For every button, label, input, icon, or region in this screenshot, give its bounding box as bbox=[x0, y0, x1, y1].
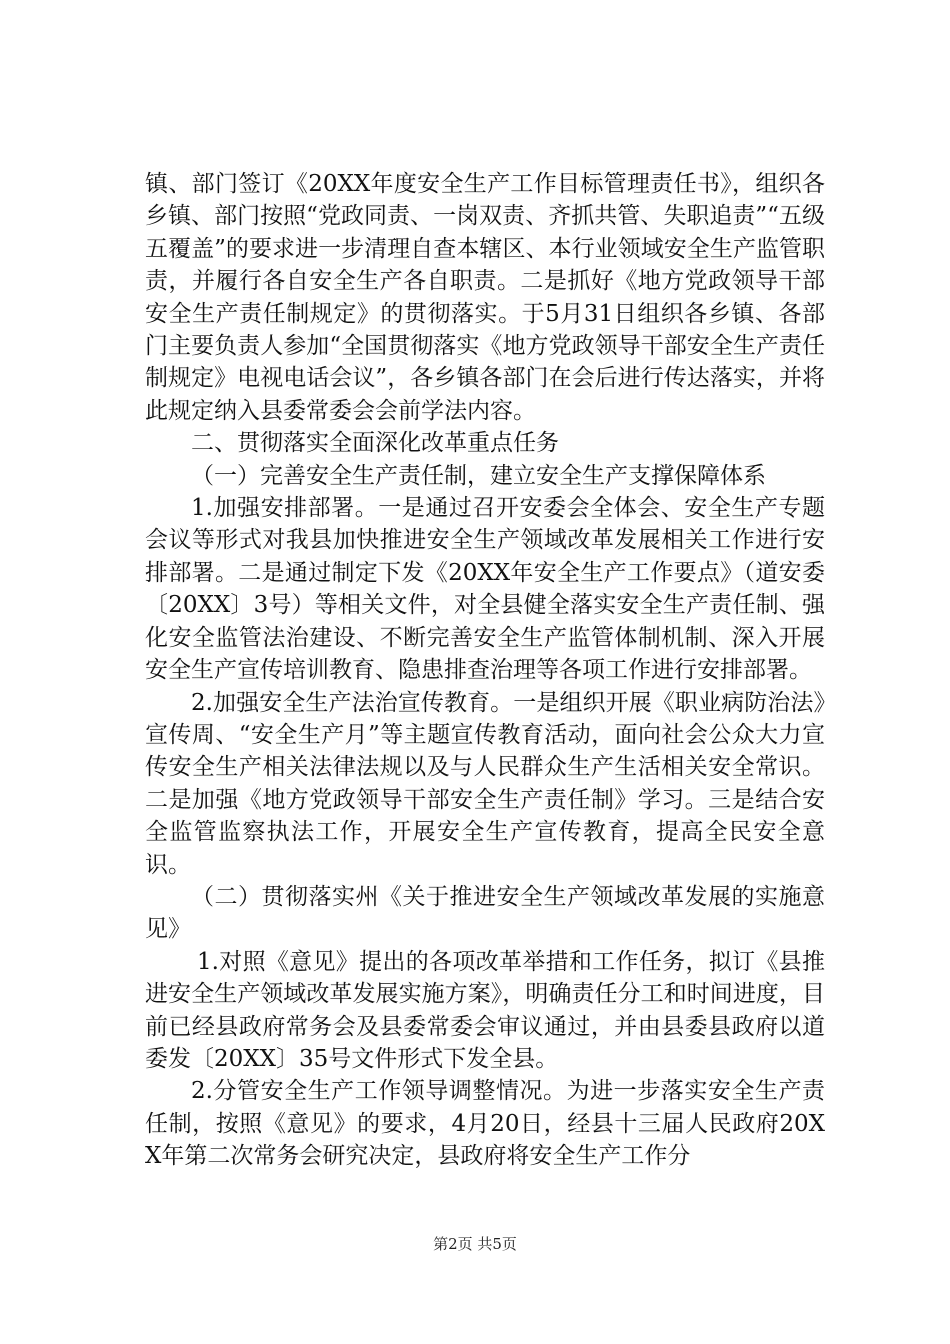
section-heading-2: 二、贯彻落实全面深化改革重点任务 bbox=[191, 430, 559, 457]
paragraph-item-1-1: 1.加强安排部署。一是通过召开安委会全体会、安全生产专题会议等形式对我县加快推进安全生产领域改革发展相关工作进行安排部署。二是通过制定下发《20XX年安全生产工作要点》（道安委〔20XX〕3号）等相关文件，对全县健全落实安全生产责任制、强化安全监管法治建设、不断完善安全生产监管体制机制、深入开展安全生产宣传培训教育、隐患排查治理等各项工作进行安排部署。 bbox=[145, 495, 825, 684]
page-footer: 第2页 共5页 bbox=[433, 1235, 517, 1253]
paragraph-1: 镇、部门签订《20XX年度安全生产工作目标管理责任书》，组织各乡镇、部门按照“党政同责、一岗双责、齐抓共管、失职追责”“五级五覆盖”的要求进一步清理自查本辖区、本行业领域安全生产监管职责，并履行各自安全生产各自职责。二是抓好《地方党政领导干部安全生产责任制规定》的贯彻落实。于5月31日组织各乡镇、各部门主要负责人参加“全国贯彻落实《地方党政领导干部安全生产责任制规定》电视电话会议”，各乡镇各部门在会后进行传达落实，并将此规定纳入县委常委会会前学法内容。 bbox=[145, 171, 825, 424]
subsection-heading-1: （一）完善安全生产责任制，建立安全生产支撑保障体系 bbox=[191, 462, 766, 489]
subsection-heading-2: （二）贯彻落实州《关于推进安全生产领域改革发展的实施意见》 bbox=[145, 883, 825, 943]
paragraph-item-2-1: 1.对照《意见》提出的各项改革举措和工作任务，拟订《县推进安全生产领域改革发展实施方案》，明确责任分工和时间进度，目前已经县政府常务会及县委常委会审议通过，并由县委县政府以道委发〔20XX〕35号文件形式下发全县。 bbox=[145, 948, 825, 1072]
paragraph-item-1-2: 2.加强安全生产法治宣传教育。一是组织开展《职业病防治法》宣传周、“安全生产月”等主题宣传教育活动，面向社会公众大力宣传安全生产相关法律法规以及与人民群众生产生活相关安全常识。二是加强《地方党政领导干部安全生产责任制》学习。三是结合安全监管监察执法工作，开展安全生产宣传教育，提高全民安全意识。 bbox=[145, 689, 825, 878]
paragraph-item-2-2: 2.分管安全生产工作领导调整情况。为进一步落实安全生产责任制，按照《意见》的要求，4月20日，经县十三届人民政府20XX年第二次常务会研究决定，县政府将安全生产工作分 bbox=[145, 1078, 825, 1170]
document-body bbox=[145, 168, 825, 1173]
